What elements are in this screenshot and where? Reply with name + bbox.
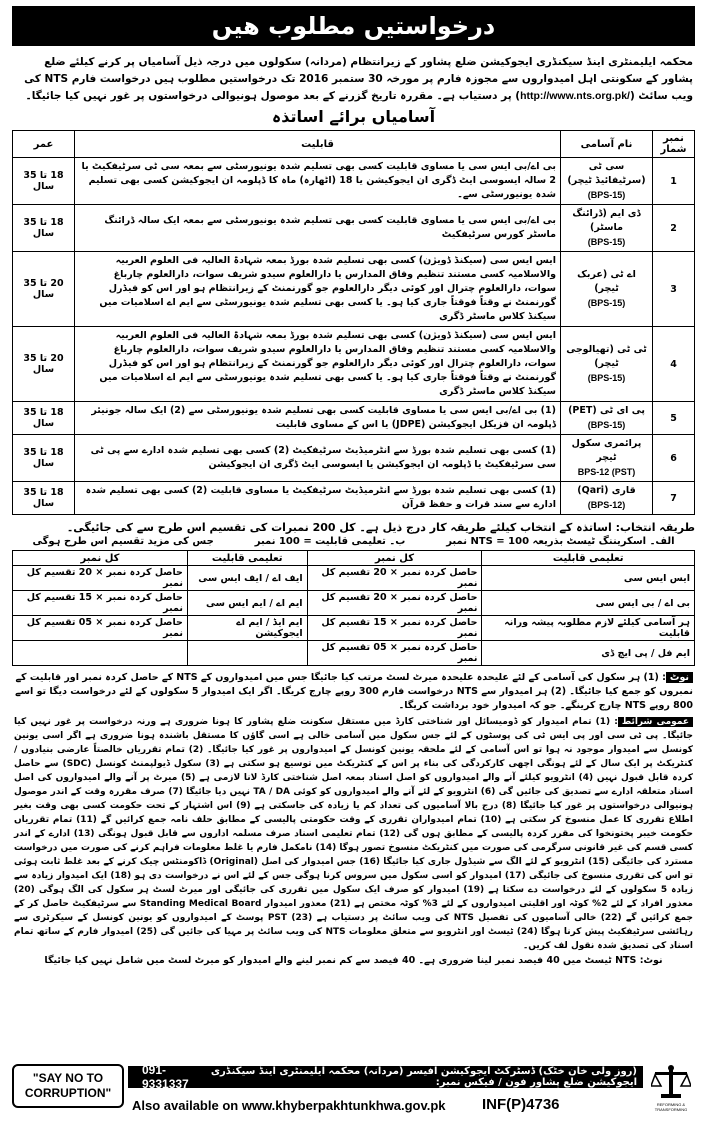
footer <box>12 1064 695 1126</box>
post-serial: 1 <box>653 158 695 205</box>
post-qualification: (1) کسی بھی تسلیم شدہ بورڈ سے انٹرمیڈیٹ سرٹیفکیٹ یا مساوی قابلیت (2) کسی بھی تسلیم شدہ ادارے سے سند قرات و حفظ قرآن <box>75 482 561 515</box>
post-age: 18 تا 35 سال <box>13 402 75 435</box>
marks-row <box>13 566 695 591</box>
marks-cell: حاصل کردہ نمبر × 20 تقسیم کل نمبر <box>307 591 482 616</box>
post-row <box>13 402 695 435</box>
marks-cell: ایم اے / ایم ایس سی <box>187 591 307 616</box>
post-serial: 2 <box>653 205 695 252</box>
post-qualification: ایس ایس سی (سیکنڈ ڈویژن) کسی بھی تسلیم شدہ بورڈ بمعہ شہادۃ العالیہ فی العلوم العربیہ والاسلامیہ کسی مستند تنظیم وفاق المدارس یا دارالعلوم سیدو شریف سوات، دارالعلوم چارباغ سوات، دارالعلوم چترال اور کوئی دیگر دارالعلوم جو گورنمنٹ کے زیرانتظام ہو اور اس کو فیڈرل گورنمنٹ نے وقتاً فوقتاً جاری کیا ہو۔ یا کسی بھی تسلیم شدہ یونیورسٹی سے ایم اے اسلامیات میں سیکنڈ کلاس ماسٹر ڈگری <box>75 252 561 327</box>
post-qualification: بی اے/بی ایس سی یا مساوی قابلیت کسی بھی تسلیم شدہ یونیورسٹی سے بمعہ ایک سالہ ڈرائنگ ماسٹر کورس سرٹیفکیٹ <box>75 205 561 252</box>
post-name <box>561 435 653 482</box>
post-row <box>13 158 695 205</box>
marks-cell: ایف اے / ایف ایس سی <box>187 566 307 591</box>
marks-row <box>13 641 695 666</box>
col-age-header: عمر <box>13 131 75 158</box>
notes-text: : (1) ہر سکول کی آسامی کے لئے علیحدہ علیحدہ میرٹ لسٹ مرتب کیا جائیگا جس میں امیدواروں کے NTS کے حاصل کردہ نمبر اور قابلیت کے نمبروں کو جمع کیا جائیگا۔ (2) ہر امیدوار سے NTS درخواست فارم 300 روپے چارج کریگا۔ اگر ایک امیدوار 5 سکولوں کے لئے درخواست دیگا تو اسے 800 روپے NTS چارج کرینگے۔ جو کہ امیدوار خود برداشت کریگا۔ <box>15 672 693 711</box>
post-bps: (BPS-15) <box>587 237 626 247</box>
marks-cell: ایم فل / پی ایچ ڈی <box>482 641 695 666</box>
marks-table <box>12 550 695 666</box>
marks-col-total-1: کل نمبر <box>307 551 482 566</box>
marks-col-qual-2: تعلیمی قابلیت <box>187 551 307 566</box>
marks-cell <box>13 641 188 666</box>
post-age: 20 تا 35 سال <box>13 252 75 327</box>
contact-bar <box>128 1063 643 1091</box>
post-name <box>561 252 653 327</box>
post-serial: 5 <box>653 402 695 435</box>
post-row <box>13 327 695 402</box>
post-name-text: ٹی ٹی (تھیالوجی ٹیچر) <box>566 344 647 369</box>
post-name-text: پرائمری سکول ٹیچر <box>571 438 642 463</box>
marks-row <box>13 616 695 641</box>
post-serial: 4 <box>653 327 695 402</box>
post-age: 18 تا 35 سال <box>13 482 75 515</box>
col-post-name-header: نام آسامی <box>561 131 653 158</box>
post-serial: 6 <box>653 435 695 482</box>
selection-title: طریقہ انتخاب: اساتذہ کے انتخاب کیلئے طریقہ کار درج ذیل ہے۔ کل 200 نمبرات کی تقسیم اس طرح سے کی جائیگی۔ <box>66 521 695 534</box>
post-name <box>561 158 653 205</box>
post-bps: (BPS-15) <box>587 298 626 308</box>
post-bps: BPS-12 (PST) <box>577 467 636 477</box>
notes-section <box>12 671 695 713</box>
post-row <box>13 482 695 515</box>
intro-paragraph <box>12 54 695 105</box>
selection-sub-b: ب۔ تعلیمی قابلیت = 100 نمبر <box>254 536 406 547</box>
website-line: Also available on www.khyberpakhtunkhwa.gov.pk <box>132 1098 446 1113</box>
post-name <box>561 327 653 402</box>
posts-subhead: آسامیاں برائے اساتذہ <box>271 107 436 126</box>
phone-number: 091-9331337 <box>142 1063 189 1091</box>
post-age: 18 تا 35 سال <box>13 435 75 482</box>
post-qualification: بی اے/بی ایس سی یا مساوی قابلیت کسی بھی تسلیم شدہ یونیورسٹی سے بمعہ سی ٹی سرٹیفکیٹ یا 2 سالہ ایسوسی ایٹ ڈگری ان ایجوکیشن یا 18 (اٹھارہ) ماہ کا ڈپلومہ ان ایجوکیشن کسی بھی تسلیم شدہ یونیورسٹی سے۔ <box>75 158 561 205</box>
terms-label: عمومی شرائط <box>618 717 693 727</box>
selection-sub-a: الف۔ اسکریننگ ٹیسٹ بذریعہ NTS = 100 نمبر <box>446 536 675 547</box>
post-age: 18 تا 35 سال <box>13 158 75 205</box>
marks-cell: ایس ایس سی <box>482 566 695 591</box>
post-name <box>561 482 653 515</box>
post-name <box>561 402 653 435</box>
post-name-text: پی ای ٹی (PET) <box>568 405 645 416</box>
general-terms-section <box>12 715 695 953</box>
marks-col-total-2: کل نمبر <box>13 551 188 566</box>
post-serial: 3 <box>653 252 695 327</box>
marks-cell <box>187 641 307 666</box>
marks-cell: حاصل کردہ نمبر × 15 تقسیم کل نمبر <box>13 591 188 616</box>
marks-row <box>13 591 695 616</box>
post-name-text: سی ٹی (سرٹیفائیڈ ٹیچر) <box>567 161 646 186</box>
post-name <box>561 205 653 252</box>
post-row <box>13 252 695 327</box>
post-row <box>13 435 695 482</box>
marks-cell: بی اے / بی ایس سی <box>482 591 695 616</box>
post-age: 18 تا 35 سال <box>13 205 75 252</box>
notes-label: نوٹ <box>666 672 693 683</box>
col-qualification-header: قابلیت <box>75 131 561 158</box>
logo-tagline: REFORMING & TRANSFORMING <box>654 1102 688 1112</box>
col-serial-header: نمبر شمار <box>653 131 695 158</box>
contact-text: (روز ولی خان خٹک) ڈسٹرکٹ ایجوکیشن آفیسر (مردانہ) محکمہ ایلیمنٹری اینڈ سیکنڈری ایجوکیشن ضلع پشاور فون / فیکس نمبر: <box>210 1066 637 1088</box>
posts-table-header <box>13 131 695 158</box>
final-note: نوٹ: NTS ٹیسٹ میں 40 فیصد نمبر لینا ضروری ہے۔ 40 فیصد سے کم نمبر لینے والے امیدوار کو میرٹ لسٹ میں شامل نہیں کیا جائیگا <box>44 955 663 966</box>
marks-col-qual-1: تعلیمی قابلیت <box>482 551 695 566</box>
marks-table-header <box>13 551 695 566</box>
post-row <box>13 205 695 252</box>
post-bps: (BPS-15) <box>587 420 626 430</box>
intro-text-after: ) پر دستیاب ہے۔ مقررہ تاریخ گزرنے کے بعد موصول ہونیوالی درخواستوں پر غور نہیں کیا جائیگا۔ <box>25 90 521 102</box>
scales-emblem-icon <box>651 1064 691 1100</box>
marks-cell: حاصل کردہ نمبر × 20 تقسیم کل نمبر <box>307 566 482 591</box>
marks-cell: ہر آسامی کیلئے لازم مطلوبہ پیشہ ورانہ قابلیت <box>482 616 695 641</box>
post-serial: 7 <box>653 482 695 515</box>
post-name-text: ڈی ایم (ڈرائنگ ماسٹر) <box>572 208 641 233</box>
post-name-text: قاری (Qari) <box>577 485 636 496</box>
posts-table <box>12 130 695 515</box>
terms-text: : (1) تمام امیدوار کو ڈومیسائل اور شناختی کارڈ میں مستقل سکونت ضلع پشاور کا ہونا ضروری ہے ورنہ درخواست پر غور نہیں کیا جائیگا۔ پی ٹی سی اور پی ایس ٹی کی پوسٹوں کے لئے جس سکول میں آسامی خالی ہے اسی گاؤں کا مستقل باشندہ ہونا ضروری ہے اگر اسی یونین کونسل سے امیدوار موجود نہ ہوا تو اس آسامی کے لئے ملحقہ یونین کونسل کے امیدواروں پر غور کیا جائیگا۔ (2) تمام تقرریاں خالصتاً عارضی بنیادوں / کنٹریکٹ پر ایک سال کے لئے ہونگی اچھی کارکردگی کی بناء پر اس کے کنٹریکٹ میں توسیع ہو سکتی ہے (3) سکول ڈیولپمنٹ کونسل (SDC) سے حاصل کردہ قابل قبول نہیں (4) انٹرویو کیلئے آنے والے امیدواروں کو اصل اسناد بمعہ اصل شناختی کارڈ لانا لازمی ہے (5) میرٹ پر آنے والے امیدواروں کی اصل اسناد متعلقہ ادارے سے تصدیق کی جائیں گی (6) انٹرویو کے لئے آنے والے امیدواروں کو کوئی TA / DA نہیں دیا جائیگا (7) صرف مقررہ وقت کے اندر موصول ہونیوالی درخواستوں پر غور کیا جائیگا (8) درج بالا آسامیوں کی تعداد کم یا زیادہ کی جاسکتی ہے (9) اس اشتہار کے تحت حکومت کسی بھی وقت بغیر اطلاع تقرری کا عمل منسوخ کر سکتی ہے (10) تمام امیدواران تقرری کے وقت حکومتی پالیسی کے مطابق حلف نامہ جمع کرائیں گے (11) تمام تقرریاں حکومت خیبر پختونخوا کی مقرر کردہ پالیسی کے مطابق ہوں گی (12) تمام تعلیمی اسناد صرف مسلمہ اداروں سے قابل قبول ہونگی (13) ادارے کے اندر کسی قسم کی غیر قانونی سرگرمی کی صورت میں کنٹریکٹ منسوخ تصور ہوگا (14) نامکمل فارم یا غلط معلومات فراہم کرنے کی صورت میں درخواست مسترد کی جائیگی (15) انٹرویو کے لئے الگ سے شیڈول جاری کیا جائیگا (16) جس امیدوار کی اصل (Original) ڈاکومنٹس چیک کرنے کے بعد غلط ثابت ہوئی تو اس کی تقرری منسوخ کی جائیگی (17) امیدوار کو اسی سکول میں سروس کرنا ہوگی جس کے لئے اس نے درخواست دی ہو (18) ایک امیدوار زیادہ سے زیادہ 5 سکولوں کے لئے درخواست دے سکتا ہے (19) امیدوار کو صرف ایک سکول میں تقرری کی جائیگی اور میرٹ لسٹ ہر سکول کی الگ ہوگی (20) معذور افراد کے لئے 2% کوٹہ اور اقلیتی امیدواروں کے لئے 3% کوٹہ مختص ہے (21) معذور امیدوار Standing Medical Board سے سرٹیفکیٹ حاصل کر کے جمع کرائیں گے (22) خالی آسامیوں کی تفصیل NTS کی ویب سائٹ پر دستیاب ہے (23) PST پوسٹ کے امیدواروں کو یونین کونسل کے سیکرٹری سے رہائشی سرٹیفکیٹ پیش کرنا ہوگا (24) ٹیسٹ اور انٹرویو سے متعلق معلومات NTS کی ویب سائٹ پر مہیا کی جائیں گی (25) امیدوار فارم کے ساتھ تمام اسناد کی تصدیق شدہ نقول لف کریں۔ <box>14 717 694 951</box>
say-no-to-corruption-box: "SAY NO TO CORRUPTION" <box>12 1064 124 1108</box>
selection-sub-c: جس کی مزید تقسیم اس طرح ہوگی <box>32 536 214 547</box>
post-qualification: ایس ایس سی (سیکنڈ ڈویژن) کسی بھی تسلیم شدہ بورڈ بمعہ شہادۃ العالیہ فی العلوم العربیہ والاسلامیہ کسی مستند تنظیم وفاق المدارس یا دارالعلوم سیدو شریف سوات، دارالعلوم چارباغ سوات، دارالعلوم چترال اور کوئی دیگر دارالعلوم جو گورنمنٹ کے زیرانتظام ہو اور اس کو فیڈرل گورنمنٹ نے وقتاً فوقتاً جاری کیا ہو۔ یا کسی بھی تسلیم شدہ یونیورسٹی سے ایم اے اسلامیات میں سیکنڈ کلاس ماسٹر ڈگری <box>75 327 561 402</box>
marks-cell: حاصل کردہ نمبر × 15 تقسیم کل نمبر <box>307 616 482 641</box>
headline-banner: درخواستیں مطلوب ھیں <box>12 6 695 46</box>
selection-subtitles <box>12 536 695 547</box>
post-qualification: (1) کسی بھی تسلیم شدہ بورڈ سے انٹرمیڈیٹ سرٹیفکیٹ (2) کسی بھی تسلیم شدہ ادارے سے پی ٹی سی سرٹیفکیٹ یا ڈپلومہ ان ایجوکیشن یا ایسوسی ایٹ ڈگری ان ایجوکیشن <box>75 435 561 482</box>
post-bps: (BPS-12) <box>587 500 626 510</box>
post-qualification: (1) بی اے/بی ایس سی یا مساوی قابلیت کسی بھی تسلیم شدہ یونیورسٹی سے (2) ایک سالہ جونیئر ڈپلومہ ان فزیکل ایجوکیشن (JDPE) یا اس کے مساوی قابلیت <box>75 402 561 435</box>
post-bps: (BPS-15) <box>587 190 626 200</box>
marks-cell: حاصل کردہ نمبر × 05 تقسیم کل نمبر <box>13 616 188 641</box>
post-bps: (BPS-15) <box>587 373 626 383</box>
marks-cell: حاصل کردہ نمبر × 20 تقسیم کل نمبر <box>13 566 188 591</box>
marks-cell: ایم ایڈ / ایم اے ایجوکیشن <box>187 616 307 641</box>
post-name-text: اے ٹی (عربک ٹیچر) <box>577 269 636 294</box>
nts-url-link[interactable]: http://www.nts.org.pk/ <box>520 90 630 102</box>
post-age: 20 تا 35 سال <box>13 327 75 402</box>
intro-text-before: محکمہ ایلیمنٹری اینڈ سیکنڈری ایجوکیشن ضلع پشاور کے زیرانتظام (مردانہ) سکولوں میں درجہ ذیل آسامیاں پر کرنے کیلئے ضلع پشاور کے سکونتی اہل امیدواروں سے مجوزہ فارم پر مورخہ 30 ستمبر 2016 تک درخواستیں مطلوب ہیں درخواست فارم NTS کی ویب سائٹ ( <box>24 56 693 102</box>
inf-code: INF(P)4736 <box>482 1096 560 1113</box>
marks-cell: حاصل کردہ نمبر × 05 تقسیم کل نمبر <box>307 641 482 666</box>
kp-government-logo <box>647 1064 695 1120</box>
